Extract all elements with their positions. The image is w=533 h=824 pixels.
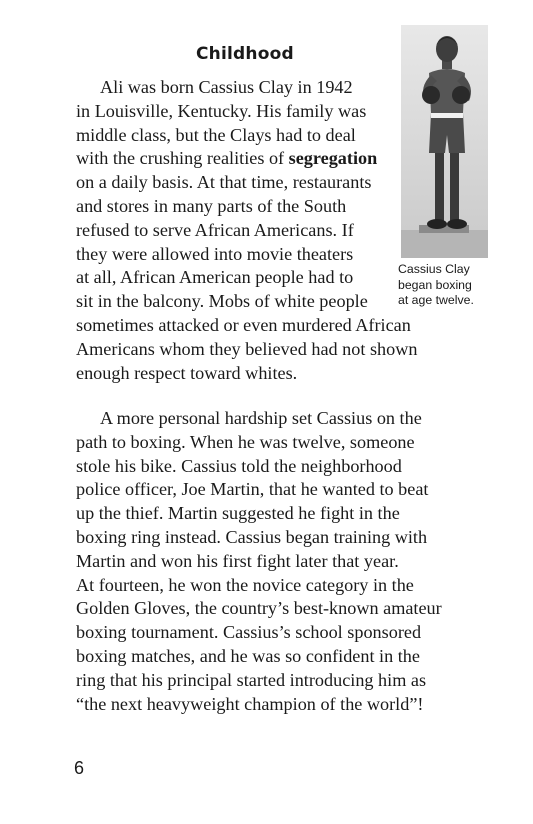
text-line: boxing ring instead. Cassius began training with bbox=[76, 526, 428, 547]
text-line-with-term bbox=[76, 147, 468, 171]
text-line: path to boxing. When he was twelve, someone bbox=[76, 431, 415, 452]
caption-line: Cassius Clay bbox=[398, 262, 470, 276]
text-line: they were allowed into movie theaters bbox=[76, 243, 354, 264]
text-line: boxing tournament. Cassius’s school sponsored bbox=[76, 622, 422, 643]
text-line: Golden Gloves, the country’s best-known amateur bbox=[76, 598, 442, 619]
text-line: A more personal hardship set Cassius on the bbox=[100, 408, 422, 428]
section-heading: Childhood bbox=[196, 44, 294, 64]
paragraph-boxing-start bbox=[76, 407, 468, 716]
text-line: up the thief. Martin suggested he fight in the bbox=[76, 503, 400, 524]
caption-line: began boxing bbox=[398, 277, 472, 292]
text-line: Americans whom they believed had not shown bbox=[76, 338, 418, 359]
text-line: on a daily basis. At that time, restaurants bbox=[76, 172, 372, 193]
text-line: at all, African American people had to bbox=[76, 267, 354, 288]
text-line: police officer, Joe Martin, that he wanted to beat bbox=[76, 479, 429, 500]
text-line: ring that his principal started introducing him as bbox=[76, 669, 427, 690]
caption-line: at age twelve. bbox=[398, 293, 474, 308]
text-line: refused to serve African Americans. If bbox=[76, 219, 354, 240]
text-line: middle class, but the Clays had to deal bbox=[76, 124, 356, 145]
text-line: boxing matches, and he was so confident in the bbox=[76, 645, 420, 666]
text-line: Martin and won his first fight later that year. bbox=[76, 550, 399, 571]
text-line: and stores in many parts of the South bbox=[76, 195, 347, 216]
text-line: sometimes attacked or even murdered African bbox=[76, 314, 411, 335]
text-line-start: with the crushing realities of bbox=[76, 148, 289, 169]
text-line: enough respect toward whites. bbox=[76, 362, 298, 383]
text-line: Ali was born Cassius Clay in 1942 bbox=[100, 77, 353, 97]
text-line: in Louisville, Kentucky. His family was bbox=[76, 100, 367, 121]
text-line: stole his bike. Cassius told the neighborhood bbox=[76, 455, 402, 476]
text-line: At fourteen, he won the novice category in the bbox=[76, 574, 414, 595]
glossary-term: segregation bbox=[288, 148, 378, 169]
text-line: “the next heavyweight champion of the world”! bbox=[76, 693, 424, 714]
page-number: 6 bbox=[74, 758, 85, 778]
paragraph-childhood bbox=[76, 76, 468, 385]
text-line: sit in the balcony. Mobs of white people bbox=[76, 291, 368, 312]
